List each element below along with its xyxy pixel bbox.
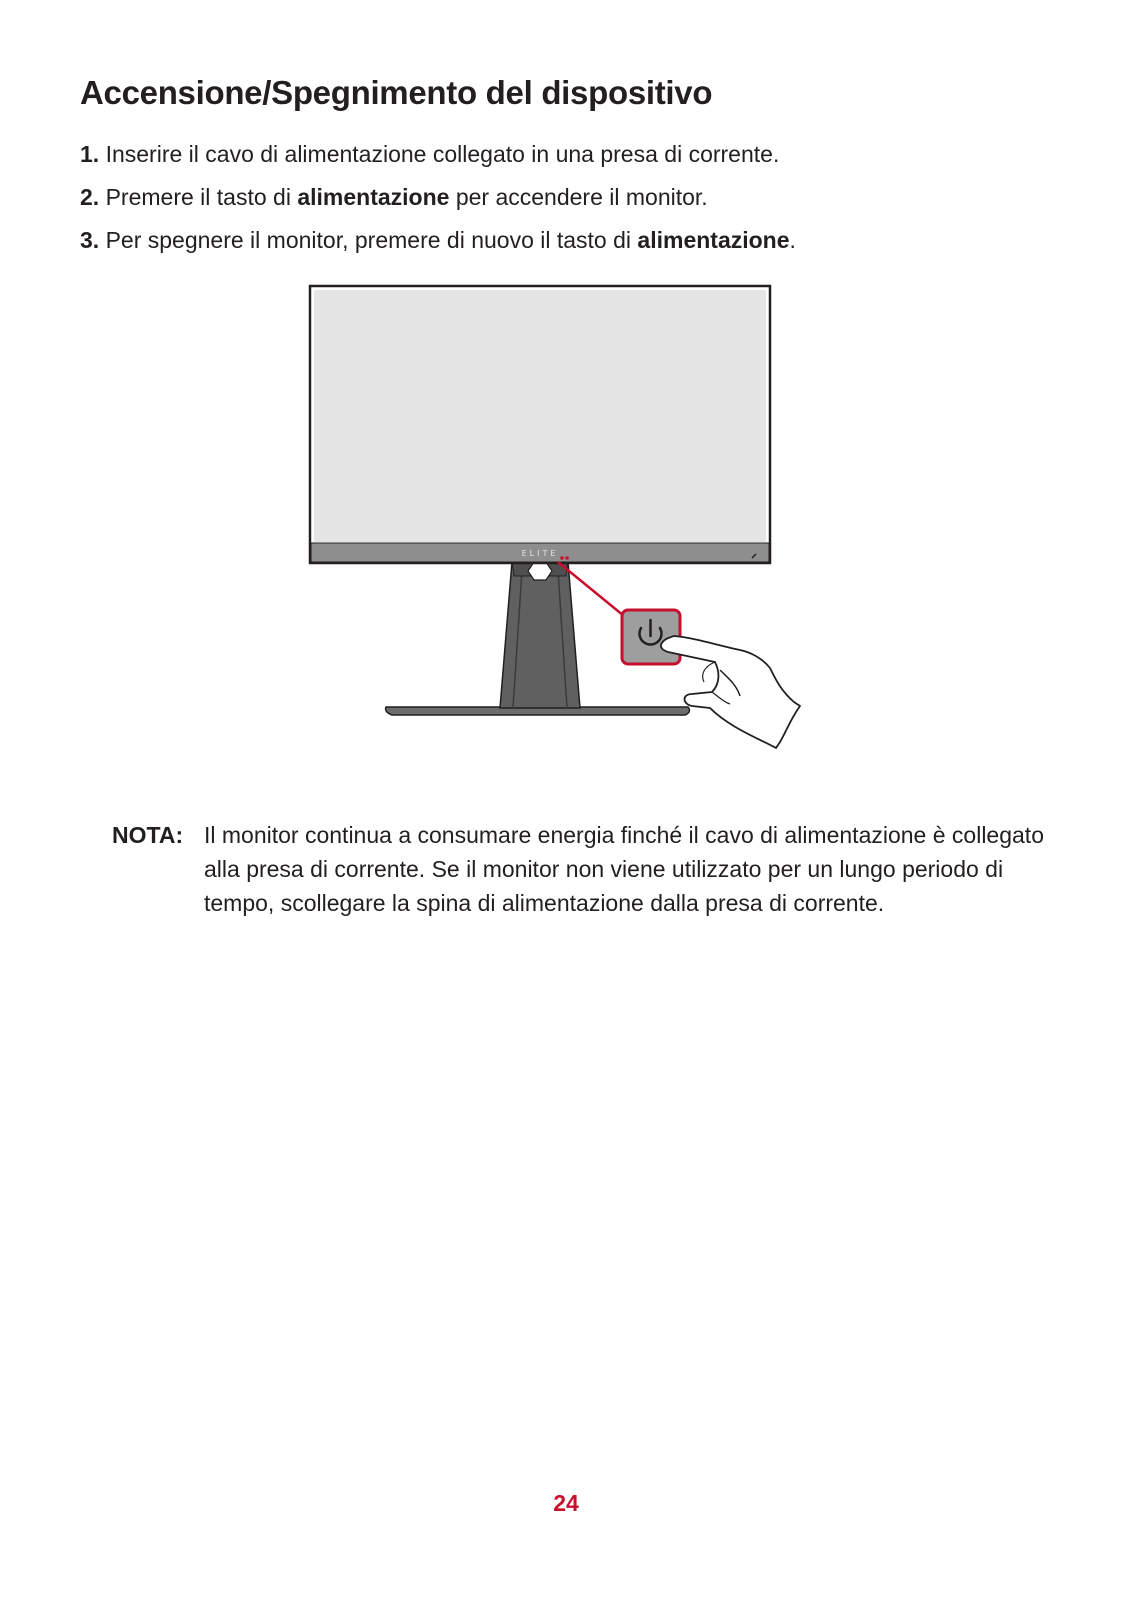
monitor-illustration [300,280,820,760]
step-text: Per spegnere il monitor, premere di nuovo il tasto di [105,227,638,253]
bezel-logo: ELITE [521,549,559,558]
list-item [80,226,796,269]
page-number: 24 [553,1490,579,1516]
note-text: Il monitor continua a consumare energia finché il cavo di alimentazione è collegato alla presa di corrente. Se il monitor non viene utilizzato per un lungo periodo di tempo, scollegare la spina di alimentazione dalla presa di corrente. [204,822,1044,916]
step-number: 3. [80,227,100,253]
step-text: Premere il tasto di [105,184,298,210]
step-text-end: per accendere il monitor. [449,184,708,210]
list-item [80,183,796,226]
step-text-bold: alimentazione [297,184,450,210]
page-title: Accensione/Spegnimento del dispositivo [80,74,713,111]
steps-list [80,140,796,269]
step-text: Inserire il cavo di alimentazione collegato in una presa di corrente. [105,141,780,167]
list-item [80,140,796,183]
hand-icon [661,636,800,748]
step-text-bold: alimentazione [637,227,790,253]
monitor-figure [300,280,820,760]
note-label: NOTA: [112,822,184,848]
step-number: 2. [80,184,100,210]
step-text-end: . [789,227,796,253]
step-number: 1. [80,141,100,167]
